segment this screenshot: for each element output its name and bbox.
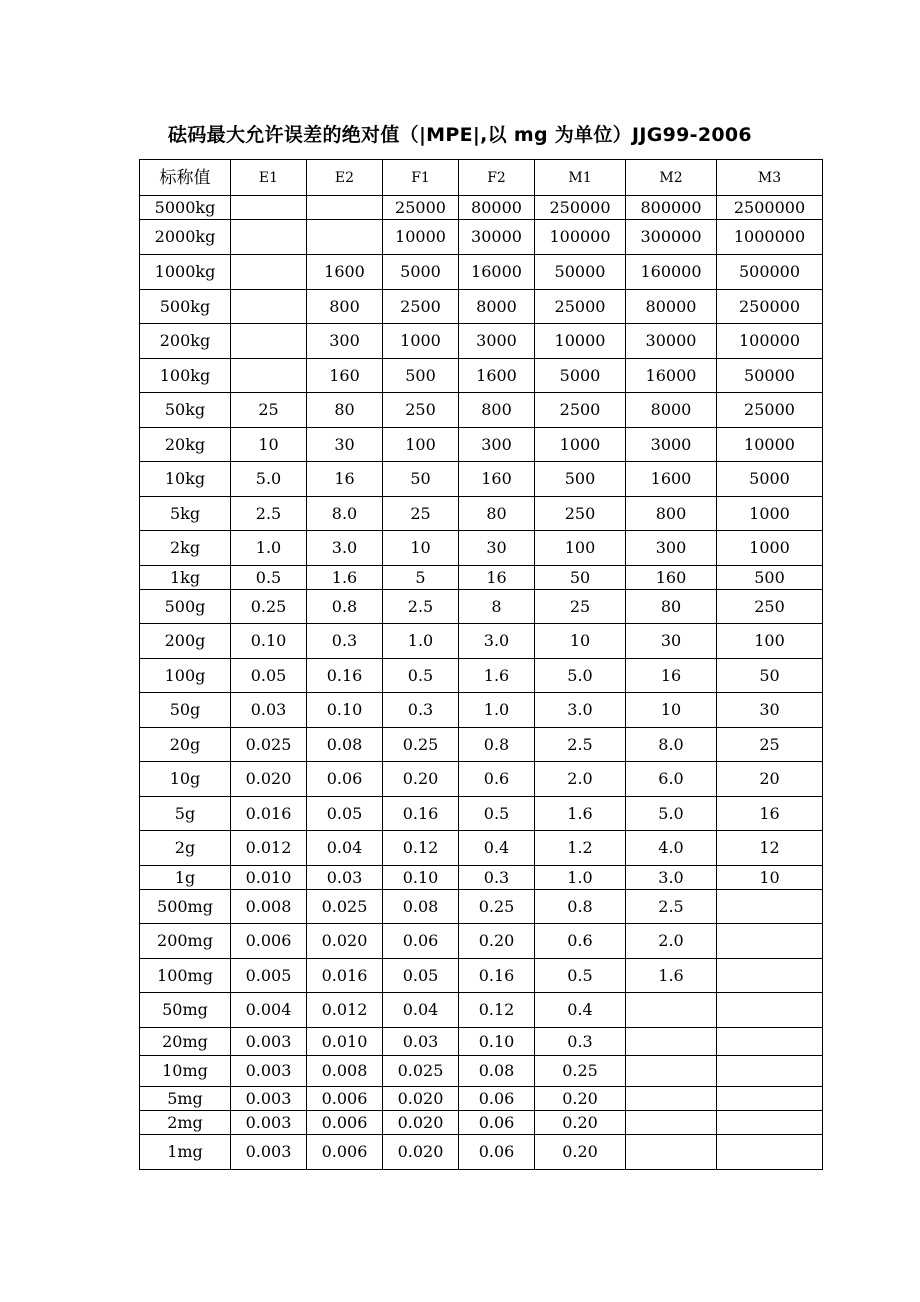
mpe-value-cell: 16 bbox=[717, 797, 823, 831]
table-row bbox=[140, 359, 823, 393]
mpe-value-cell: 0.006 bbox=[231, 924, 307, 959]
mpe-value-cell: 25000 bbox=[717, 393, 823, 428]
mpe-value-cell: 800000 bbox=[626, 196, 717, 220]
mpe-value-cell: 2.5 bbox=[231, 497, 307, 531]
mpe-value-cell: 0.003 bbox=[231, 1111, 307, 1135]
nominal-value-cell: 500g bbox=[140, 590, 231, 624]
mpe-value-cell: 0.05 bbox=[307, 797, 383, 831]
mpe-value-cell: 100 bbox=[717, 624, 823, 659]
mpe-value-cell: 0.16 bbox=[383, 797, 459, 831]
mpe-value-cell: 25 bbox=[535, 590, 626, 624]
mpe-value-cell: 160000 bbox=[626, 255, 717, 290]
mpe-value-cell: 250 bbox=[383, 393, 459, 428]
mpe-value-cell: 10000 bbox=[717, 428, 823, 462]
mpe-value-cell bbox=[626, 1028, 717, 1056]
nominal-value-cell: 20kg bbox=[140, 428, 231, 462]
mpe-value-cell bbox=[717, 993, 823, 1028]
mpe-value-cell: 30 bbox=[717, 693, 823, 728]
mpe-value-cell: 5.0 bbox=[535, 659, 626, 693]
mpe-value-cell: 0.003 bbox=[231, 1135, 307, 1170]
mpe-value-cell: 3000 bbox=[626, 428, 717, 462]
mpe-value-cell bbox=[231, 324, 307, 359]
mpe-value-cell bbox=[231, 220, 307, 255]
mpe-value-cell: 20 bbox=[717, 762, 823, 797]
nominal-value-cell: 10kg bbox=[140, 462, 231, 497]
mpe-value-cell: 0.025 bbox=[383, 1056, 459, 1087]
mpe-value-cell: 10 bbox=[535, 624, 626, 659]
mpe-value-cell: 1.0 bbox=[535, 866, 626, 890]
table-row bbox=[140, 924, 823, 959]
nominal-value-cell: 20mg bbox=[140, 1028, 231, 1056]
mpe-value-cell: 0.020 bbox=[383, 1135, 459, 1170]
mpe-value-cell: 0.05 bbox=[383, 959, 459, 993]
table-row bbox=[140, 993, 823, 1028]
nominal-value-cell: 50mg bbox=[140, 993, 231, 1028]
mpe-value-cell: 0.004 bbox=[231, 993, 307, 1028]
mpe-value-cell: 0.25 bbox=[231, 590, 307, 624]
nominal-value-cell: 1kg bbox=[140, 566, 231, 590]
mpe-value-cell: 3.0 bbox=[626, 866, 717, 890]
nominal-value-cell: 5000kg bbox=[140, 196, 231, 220]
table-row bbox=[140, 255, 823, 290]
mpe-value-cell: 100 bbox=[383, 428, 459, 462]
mpe-table bbox=[139, 159, 823, 1170]
table-row bbox=[140, 1111, 823, 1135]
mpe-value-cell: 0.006 bbox=[307, 1135, 383, 1170]
mpe-value-cell: 25000 bbox=[383, 196, 459, 220]
mpe-value-cell: 2.0 bbox=[626, 924, 717, 959]
header-row bbox=[140, 160, 823, 196]
mpe-value-cell: 0.003 bbox=[231, 1087, 307, 1111]
mpe-value-cell: 0.020 bbox=[383, 1111, 459, 1135]
mpe-value-cell: 0.012 bbox=[307, 993, 383, 1028]
mpe-value-cell: 0.003 bbox=[231, 1056, 307, 1087]
mpe-value-cell: 10000 bbox=[535, 324, 626, 359]
mpe-value-cell: 0.25 bbox=[535, 1056, 626, 1087]
table-row bbox=[140, 890, 823, 924]
nominal-value-cell: 10mg bbox=[140, 1056, 231, 1087]
mpe-value-cell: 30 bbox=[626, 624, 717, 659]
mpe-value-cell: 0.16 bbox=[307, 659, 383, 693]
mpe-value-cell bbox=[717, 890, 823, 924]
mpe-value-cell: 3.0 bbox=[307, 531, 383, 566]
mpe-value-cell: 250000 bbox=[535, 196, 626, 220]
header-cell-e2: E2 bbox=[307, 160, 383, 196]
mpe-value-cell: 5.0 bbox=[231, 462, 307, 497]
table-header bbox=[140, 160, 823, 196]
mpe-value-cell: 1000 bbox=[717, 531, 823, 566]
mpe-value-cell: 0.06 bbox=[459, 1087, 535, 1111]
mpe-value-cell: 100000 bbox=[535, 220, 626, 255]
table-row bbox=[140, 762, 823, 797]
mpe-value-cell: 2.5 bbox=[383, 590, 459, 624]
mpe-value-cell: 0.005 bbox=[231, 959, 307, 993]
header-cell-m3: M3 bbox=[717, 160, 823, 196]
mpe-value-cell: 160 bbox=[307, 359, 383, 393]
mpe-value-cell: 160 bbox=[459, 462, 535, 497]
nominal-value-cell: 1mg bbox=[140, 1135, 231, 1170]
mpe-value-cell: 0.06 bbox=[459, 1111, 535, 1135]
nominal-value-cell: 5mg bbox=[140, 1087, 231, 1111]
mpe-value-cell: 0.025 bbox=[307, 890, 383, 924]
mpe-value-cell: 500 bbox=[383, 359, 459, 393]
header-cell-m2: M2 bbox=[626, 160, 717, 196]
table-row bbox=[140, 693, 823, 728]
mpe-value-cell: 100000 bbox=[717, 324, 823, 359]
nominal-value-cell: 200g bbox=[140, 624, 231, 659]
mpe-value-cell bbox=[717, 924, 823, 959]
mpe-value-cell: 0.6 bbox=[535, 924, 626, 959]
mpe-value-cell: 1600 bbox=[307, 255, 383, 290]
mpe-value-cell: 1600 bbox=[459, 359, 535, 393]
mpe-value-cell: 3000 bbox=[459, 324, 535, 359]
mpe-value-cell: 3.0 bbox=[459, 624, 535, 659]
mpe-value-cell: 30 bbox=[459, 531, 535, 566]
mpe-value-cell: 80 bbox=[307, 393, 383, 428]
mpe-value-cell: 500 bbox=[717, 566, 823, 590]
mpe-value-cell: 0.25 bbox=[459, 890, 535, 924]
mpe-value-cell: 0.3 bbox=[459, 866, 535, 890]
nominal-value-cell: 5g bbox=[140, 797, 231, 831]
mpe-value-cell: 0.8 bbox=[307, 590, 383, 624]
mpe-value-cell: 1.2 bbox=[535, 831, 626, 866]
table-row bbox=[140, 324, 823, 359]
mpe-value-cell: 2.0 bbox=[535, 762, 626, 797]
mpe-value-cell: 80 bbox=[626, 590, 717, 624]
mpe-value-cell: 0.016 bbox=[231, 797, 307, 831]
mpe-value-cell: 5000 bbox=[717, 462, 823, 497]
mpe-value-cell: 0.03 bbox=[383, 1028, 459, 1056]
nominal-value-cell: 500mg bbox=[140, 890, 231, 924]
mpe-value-cell: 0.008 bbox=[307, 1056, 383, 1087]
mpe-value-cell: 50000 bbox=[535, 255, 626, 290]
mpe-value-cell: 0.04 bbox=[383, 993, 459, 1028]
mpe-value-cell: 0.05 bbox=[231, 659, 307, 693]
mpe-value-cell: 5000 bbox=[535, 359, 626, 393]
mpe-value-cell: 300 bbox=[459, 428, 535, 462]
mpe-value-cell: 0.5 bbox=[231, 566, 307, 590]
mpe-value-cell bbox=[717, 1028, 823, 1056]
table-row bbox=[140, 497, 823, 531]
mpe-value-cell: 250000 bbox=[717, 290, 823, 324]
mpe-value-cell: 1.0 bbox=[383, 624, 459, 659]
nominal-value-cell: 50g bbox=[140, 693, 231, 728]
mpe-value-cell: 0.20 bbox=[535, 1087, 626, 1111]
table-row bbox=[140, 590, 823, 624]
table-row bbox=[140, 797, 823, 831]
mpe-value-cell: 8000 bbox=[626, 393, 717, 428]
mpe-value-cell: 0.12 bbox=[383, 831, 459, 866]
table-row bbox=[140, 831, 823, 866]
mpe-value-cell: 3.0 bbox=[535, 693, 626, 728]
mpe-value-cell: 1.0 bbox=[459, 693, 535, 728]
mpe-value-cell: 300 bbox=[307, 324, 383, 359]
mpe-value-cell bbox=[307, 196, 383, 220]
mpe-value-cell: 100 bbox=[535, 531, 626, 566]
page-title: 砝码最大允许误差的绝对值（|MPE|,以 mg 为单位）JJG99-2006 bbox=[168, 124, 752, 146]
table-row bbox=[140, 196, 823, 220]
mpe-value-cell: 800 bbox=[626, 497, 717, 531]
mpe-value-cell: 2500 bbox=[535, 393, 626, 428]
mpe-value-cell: 0.25 bbox=[383, 728, 459, 762]
mpe-value-cell: 25000 bbox=[535, 290, 626, 324]
mpe-value-cell: 80000 bbox=[626, 290, 717, 324]
mpe-value-cell: 1600 bbox=[626, 462, 717, 497]
mpe-value-cell: 5.0 bbox=[626, 797, 717, 831]
mpe-value-cell: 50 bbox=[535, 566, 626, 590]
mpe-value-cell bbox=[717, 1111, 823, 1135]
table-row bbox=[140, 531, 823, 566]
table-row bbox=[140, 462, 823, 497]
mpe-value-cell: 0.03 bbox=[307, 866, 383, 890]
mpe-value-cell: 5000 bbox=[383, 255, 459, 290]
mpe-value-cell: 16000 bbox=[459, 255, 535, 290]
mpe-value-cell: 500 bbox=[535, 462, 626, 497]
mpe-value-cell: 25 bbox=[231, 393, 307, 428]
mpe-value-cell: 0.3 bbox=[383, 693, 459, 728]
header-cell-nominal: 标称值 bbox=[140, 160, 231, 196]
mpe-value-cell bbox=[626, 1135, 717, 1170]
mpe-value-cell: 1000 bbox=[383, 324, 459, 359]
mpe-value-cell: 0.020 bbox=[307, 924, 383, 959]
mpe-value-cell: 10 bbox=[717, 866, 823, 890]
mpe-value-cell bbox=[231, 359, 307, 393]
mpe-value-cell: 500000 bbox=[717, 255, 823, 290]
mpe-value-cell: 50 bbox=[717, 659, 823, 693]
mpe-value-cell: 0.8 bbox=[459, 728, 535, 762]
mpe-value-cell: 1000000 bbox=[717, 220, 823, 255]
table-row bbox=[140, 1135, 823, 1170]
header-cell-f1: F1 bbox=[383, 160, 459, 196]
mpe-value-cell: 0.4 bbox=[459, 831, 535, 866]
mpe-value-cell: 1.6 bbox=[626, 959, 717, 993]
mpe-value-cell: 1.6 bbox=[535, 797, 626, 831]
mpe-value-cell: 80 bbox=[459, 497, 535, 531]
mpe-value-cell: 30 bbox=[307, 428, 383, 462]
nominal-value-cell: 20g bbox=[140, 728, 231, 762]
mpe-value-cell: 0.08 bbox=[307, 728, 383, 762]
mpe-value-cell: 0.010 bbox=[231, 866, 307, 890]
mpe-value-cell: 30000 bbox=[626, 324, 717, 359]
mpe-value-cell: 0.020 bbox=[231, 762, 307, 797]
table-row bbox=[140, 1056, 823, 1087]
mpe-value-cell: 0.20 bbox=[535, 1111, 626, 1135]
mpe-value-cell: 10 bbox=[626, 693, 717, 728]
mpe-value-cell: 30000 bbox=[459, 220, 535, 255]
mpe-value-cell: 250 bbox=[535, 497, 626, 531]
mpe-value-cell: 0.10 bbox=[307, 693, 383, 728]
mpe-value-cell: 25 bbox=[717, 728, 823, 762]
table-row bbox=[140, 728, 823, 762]
mpe-value-cell: 0.010 bbox=[307, 1028, 383, 1056]
mpe-value-cell: 80000 bbox=[459, 196, 535, 220]
mpe-value-cell: 0.020 bbox=[383, 1087, 459, 1111]
mpe-value-cell: 0.10 bbox=[459, 1028, 535, 1056]
header-cell-e1: E1 bbox=[231, 160, 307, 196]
header-cell-m1: M1 bbox=[535, 160, 626, 196]
nominal-value-cell: 10g bbox=[140, 762, 231, 797]
mpe-value-cell: 0.10 bbox=[383, 866, 459, 890]
mpe-value-cell bbox=[717, 959, 823, 993]
mpe-value-cell: 8.0 bbox=[307, 497, 383, 531]
table-row bbox=[140, 1028, 823, 1056]
mpe-value-cell: 800 bbox=[459, 393, 535, 428]
mpe-value-cell: 2500000 bbox=[717, 196, 823, 220]
mpe-value-cell: 16 bbox=[626, 659, 717, 693]
nominal-value-cell: 2000kg bbox=[140, 220, 231, 255]
mpe-value-cell: 0.5 bbox=[459, 797, 535, 831]
mpe-value-cell: 300 bbox=[626, 531, 717, 566]
mpe-value-cell: 50 bbox=[383, 462, 459, 497]
mpe-value-cell: 5 bbox=[383, 566, 459, 590]
mpe-value-cell: 10000 bbox=[383, 220, 459, 255]
mpe-value-cell: 0.006 bbox=[307, 1111, 383, 1135]
mpe-value-cell: 0.10 bbox=[231, 624, 307, 659]
mpe-value-cell bbox=[717, 1087, 823, 1111]
nominal-value-cell: 2mg bbox=[140, 1111, 231, 1135]
mpe-value-cell: 2.5 bbox=[626, 890, 717, 924]
table-row bbox=[140, 866, 823, 890]
mpe-value-cell: 1000 bbox=[717, 497, 823, 531]
mpe-value-cell: 0.008 bbox=[231, 890, 307, 924]
nominal-value-cell: 500kg bbox=[140, 290, 231, 324]
mpe-value-cell: 0.03 bbox=[231, 693, 307, 728]
mpe-value-cell: 8 bbox=[459, 590, 535, 624]
mpe-value-cell: 1.0 bbox=[231, 531, 307, 566]
mpe-value-cell: 0.5 bbox=[383, 659, 459, 693]
table-row bbox=[140, 220, 823, 255]
nominal-value-cell: 200mg bbox=[140, 924, 231, 959]
mpe-value-cell: 0.3 bbox=[535, 1028, 626, 1056]
mpe-value-cell bbox=[717, 1056, 823, 1087]
mpe-value-cell: 0.08 bbox=[383, 890, 459, 924]
mpe-value-cell: 0.06 bbox=[383, 924, 459, 959]
nominal-value-cell: 100mg bbox=[140, 959, 231, 993]
mpe-value-cell bbox=[307, 220, 383, 255]
mpe-value-cell: 0.06 bbox=[459, 1135, 535, 1170]
mpe-value-cell: 0.012 bbox=[231, 831, 307, 866]
mpe-value-cell: 6.0 bbox=[626, 762, 717, 797]
nominal-value-cell: 1000kg bbox=[140, 255, 231, 290]
table-row bbox=[140, 959, 823, 993]
nominal-value-cell: 100g bbox=[140, 659, 231, 693]
table-row bbox=[140, 1087, 823, 1111]
mpe-value-cell: 10 bbox=[383, 531, 459, 566]
table-row bbox=[140, 290, 823, 324]
mpe-value-cell: 1.6 bbox=[307, 566, 383, 590]
nominal-value-cell: 100kg bbox=[140, 359, 231, 393]
mpe-value-cell bbox=[231, 290, 307, 324]
table-row bbox=[140, 393, 823, 428]
nominal-value-cell: 5kg bbox=[140, 497, 231, 531]
mpe-value-cell bbox=[717, 1135, 823, 1170]
mpe-value-cell: 0.006 bbox=[307, 1087, 383, 1111]
mpe-value-cell: 0.6 bbox=[459, 762, 535, 797]
mpe-value-cell: 0.20 bbox=[383, 762, 459, 797]
mpe-value-cell: 25 bbox=[383, 497, 459, 531]
mpe-value-cell: 10 bbox=[231, 428, 307, 462]
nominal-value-cell: 1g bbox=[140, 866, 231, 890]
mpe-value-cell: 2500 bbox=[383, 290, 459, 324]
mpe-value-cell: 50000 bbox=[717, 359, 823, 393]
mpe-value-cell bbox=[626, 1111, 717, 1135]
mpe-value-cell: 800 bbox=[307, 290, 383, 324]
mpe-value-cell: 0.016 bbox=[307, 959, 383, 993]
mpe-value-cell: 0.3 bbox=[307, 624, 383, 659]
mpe-value-cell: 1.6 bbox=[459, 659, 535, 693]
mpe-value-cell: 8000 bbox=[459, 290, 535, 324]
header-cell-f2: F2 bbox=[459, 160, 535, 196]
mpe-value-cell: 0.06 bbox=[307, 762, 383, 797]
mpe-value-cell: 2.5 bbox=[535, 728, 626, 762]
mpe-value-cell: 4.0 bbox=[626, 831, 717, 866]
table-row bbox=[140, 624, 823, 659]
table-row bbox=[140, 428, 823, 462]
mpe-value-cell: 0.20 bbox=[459, 924, 535, 959]
mpe-value-cell: 16 bbox=[307, 462, 383, 497]
mpe-value-cell bbox=[231, 196, 307, 220]
mpe-value-cell: 0.08 bbox=[459, 1056, 535, 1087]
mpe-value-cell bbox=[231, 255, 307, 290]
mpe-value-cell: 160 bbox=[626, 566, 717, 590]
mpe-value-cell: 12 bbox=[717, 831, 823, 866]
mpe-value-cell: 0.5 bbox=[535, 959, 626, 993]
mpe-value-cell: 300000 bbox=[626, 220, 717, 255]
table-row bbox=[140, 659, 823, 693]
mpe-value-cell: 16000 bbox=[626, 359, 717, 393]
mpe-value-cell bbox=[626, 1087, 717, 1111]
mpe-value-cell: 1000 bbox=[535, 428, 626, 462]
nominal-value-cell: 200kg bbox=[140, 324, 231, 359]
mpe-value-cell: 0.025 bbox=[231, 728, 307, 762]
nominal-value-cell: 50kg bbox=[140, 393, 231, 428]
mpe-value-cell: 8.0 bbox=[626, 728, 717, 762]
mpe-value-cell: 0.16 bbox=[459, 959, 535, 993]
mpe-value-cell bbox=[626, 993, 717, 1028]
mpe-value-cell: 0.8 bbox=[535, 890, 626, 924]
mpe-value-cell: 250 bbox=[717, 590, 823, 624]
table-body bbox=[140, 196, 823, 1170]
nominal-value-cell: 2kg bbox=[140, 531, 231, 566]
nominal-value-cell: 2g bbox=[140, 831, 231, 866]
mpe-value-cell: 0.20 bbox=[535, 1135, 626, 1170]
mpe-value-cell: 16 bbox=[459, 566, 535, 590]
mpe-value-cell: 0.12 bbox=[459, 993, 535, 1028]
mpe-value-cell: 0.003 bbox=[231, 1028, 307, 1056]
mpe-value-cell bbox=[626, 1056, 717, 1087]
table-row bbox=[140, 566, 823, 590]
mpe-value-cell: 0.04 bbox=[307, 831, 383, 866]
mpe-value-cell: 0.4 bbox=[535, 993, 626, 1028]
